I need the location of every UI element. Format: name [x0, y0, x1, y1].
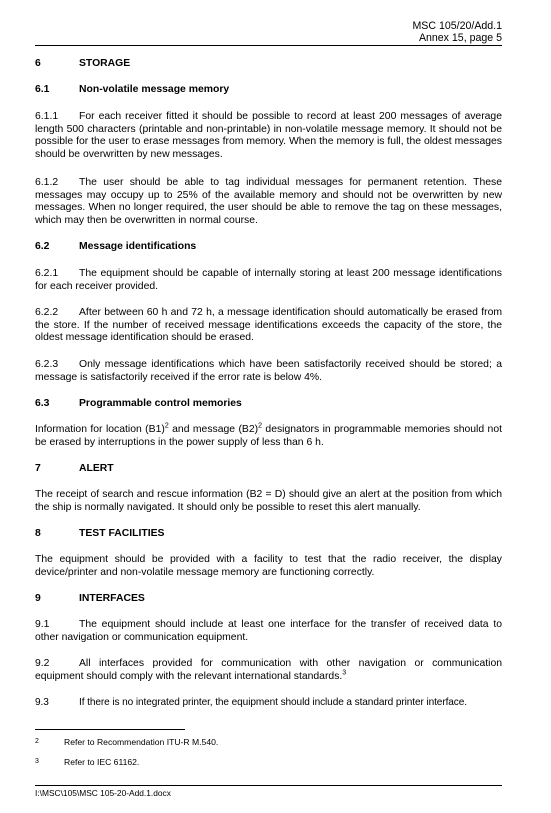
heading-8: 8 TEST FACILITIES — [35, 528, 165, 539]
paragraph-6-1-2: 6.1.2 The user should be able to tag individual messages for permanent retention. These messages may occupy up to 25% of the available memory and should not be overwritten by new messages. When no longer required, the user should be able to remove the tag on these messages, which may then be overwritten in normal course. — [35, 177, 502, 226]
page-header — [412, 20, 502, 44]
paragraph-6-2-3: 6.2.3 Only message identifications which have been satisfactorily received should be stored; a message is satisfactorily received if the error rate is below 4%. — [35, 359, 502, 383]
paragraph-9-1: 9.1 The equipment should include at least one interface for the transfer of received data to other navigation or communication equipment. — [35, 619, 502, 643]
header-divider — [35, 45, 502, 46]
paragraph-9-3: 9.3 If there is no integrated printer, the equipment should include a standard printer interface. — [35, 697, 467, 708]
paragraph-6-3: Information for location $(B1)^2$ and message $(B2)^2$ designators in programmable memories should not be erased by interruptions in the power supply of less than 6 h. — [35, 422, 502, 448]
heading-7: 7 ALERT — [35, 463, 114, 474]
document-id: MSC 105/20/Add.1 — [412, 20, 502, 32]
paragraph-6-2-2: 6.2.2 After between 60 h and 72 h, a message identification should automatically be erased from the store. If the number of received message identifications exceeds the capacity of the store, the oldest message identification should be erased. — [35, 307, 502, 344]
footnote-ref-2: 2 — [164, 422, 169, 430]
heading-6-2: 6.2 Message identifications — [35, 241, 197, 252]
heading-9: 9 INTERFACES — [35, 593, 145, 604]
file-path-footer: I:\MSC\105\MSC 105-20-Add.1.docx — [35, 788, 171, 798]
annex-page-label: Annex 15, page 5 — [418, 32, 502, 44]
paragraph-8: The equipment should be provided with a facility to test that the radio receiver, the display device/printer and non-volatile message memory are functioning correctly. — [35, 554, 502, 578]
footnote-separator — [35, 729, 185, 730]
paragraph-6-2-1: 6.2.1 The equipment should be capable of internally storing at least 200 message identifications for each receiver provided. — [35, 268, 502, 292]
footer-divider — [35, 785, 502, 786]
paragraph-7: The receipt of search and rescue information (B2 = D) should give an alert at the position from which the ship is normally navigated. It should only be possible to reset this alert manually. — [35, 489, 502, 513]
heading-6: 6 STORAGE — [35, 58, 131, 69]
heading-6-1: 6.1 Non-volatile message memory — [35, 84, 230, 95]
paragraph-9-2: 9.2 All interfaces provided for communication with other navigation or communication equipment should comply with the relevant international standards.$^3$ — [35, 658, 502, 682]
footnote-ref-3: 3 — [342, 669, 347, 677]
footnote-2: 2 Refer to Recommendation ITU-R M.540. — [35, 737, 219, 747]
footnote-3: 3 Refer to IEC 61162. — [35, 757, 140, 767]
footnote-ref-2: 2 — [258, 422, 263, 430]
paragraph-6-1-1: 6.1.1 For each receiver fitted it should be possible to record at least 200 messages of average length 500 characters (printable and non-printable) in non-volatile message memory. It should not be possible for the user to erase messages from memory. When the memory is full, the oldest messages should be overwritten by new messages. — [35, 111, 502, 160]
heading-6-3: 6.3 Programmable control memories — [35, 398, 242, 409]
